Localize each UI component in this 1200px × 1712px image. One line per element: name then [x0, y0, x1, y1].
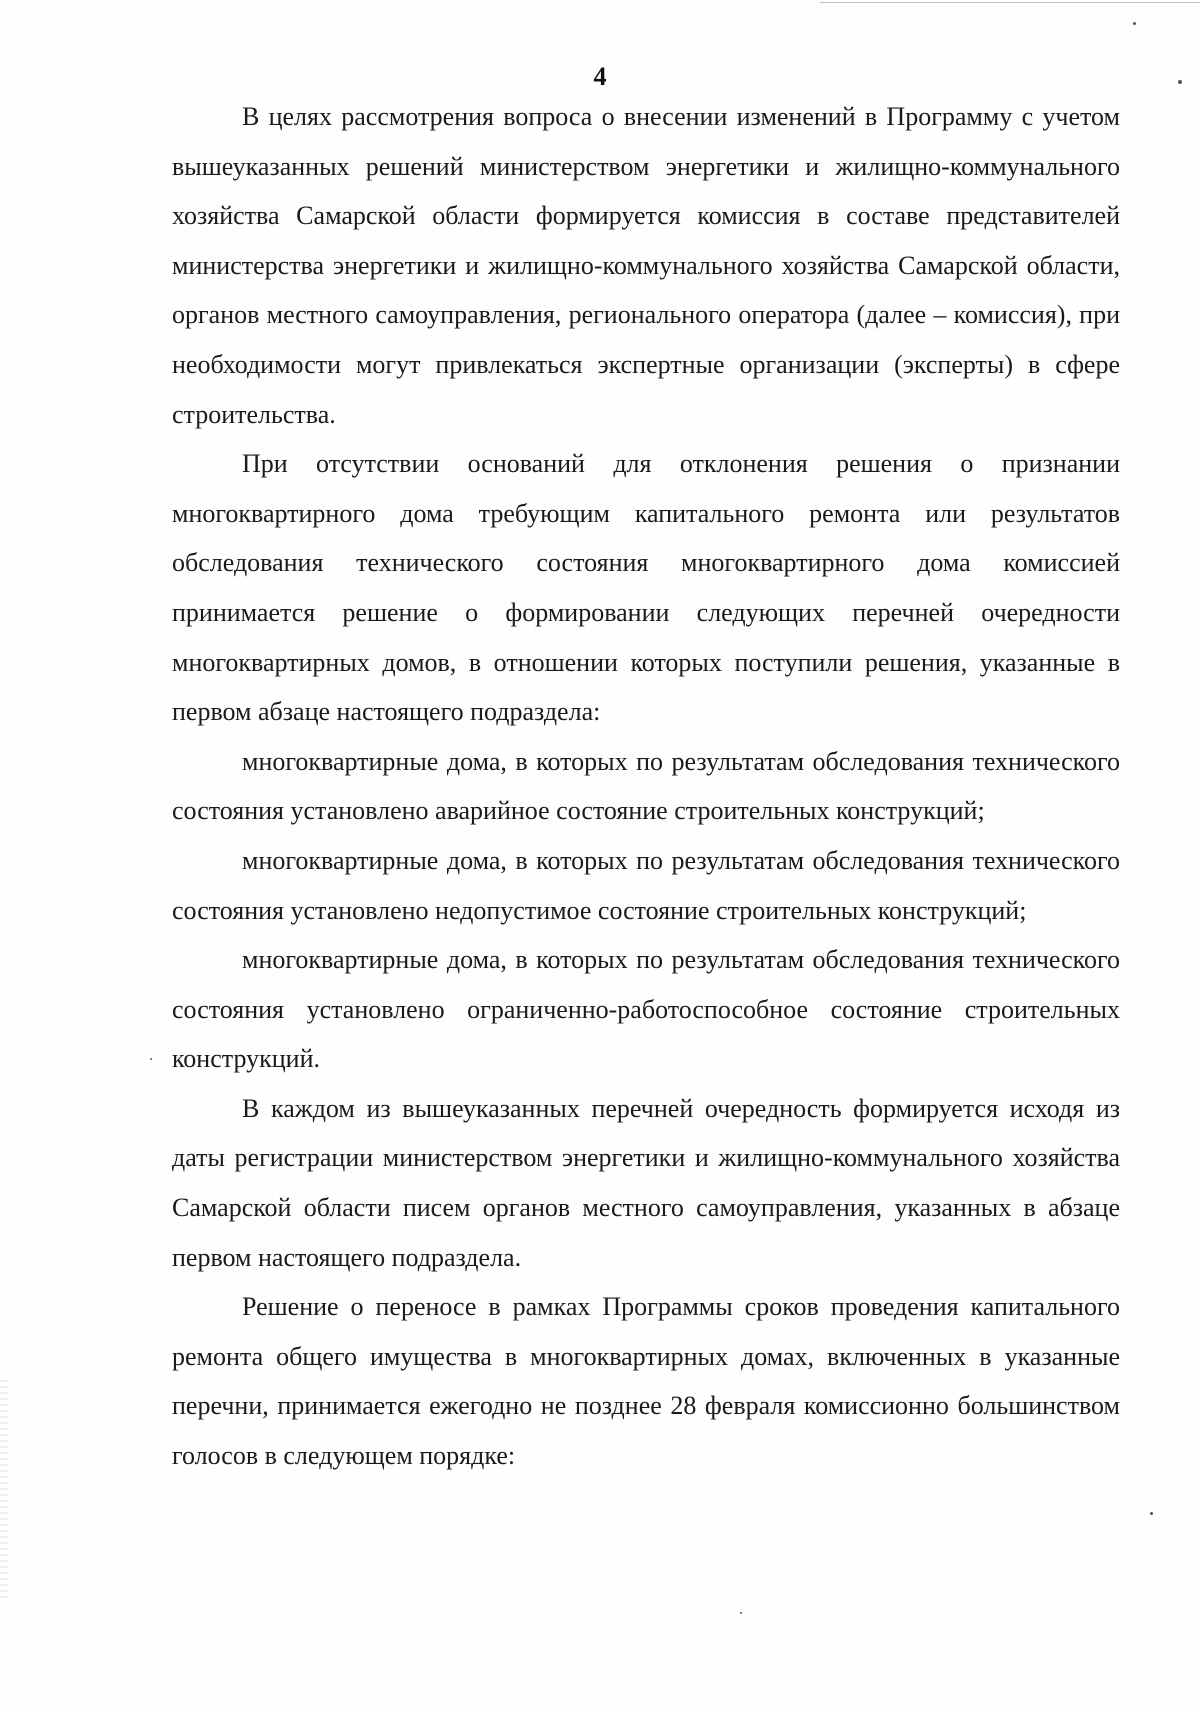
paragraph-decision: При отсутствии оснований для отклонения решения о признании многоквартирного дома требующим капитального ремонта или результатов обследования технического состояния многоквартирного дома комиссией принимается решение о формировании следующих перечней очередности многоквартирных домов, в отношении которых поступили решения, указанные в первом абзаце настоящего подраздела:: [172, 449, 1120, 727]
list-item-emergency: многоквартирные дома, в которых по результатам обследования технического состояния установлено аварийное состояние строительных конструкций;: [172, 746, 1120, 826]
scan-artifact-rule: [820, 2, 1200, 3]
scan-speck: [150, 1058, 152, 1060]
page-number: 4: [593, 62, 607, 91]
paragraph-postponement: Решение о переносе в рамках Программы сроков проведения капитального ремонта общего имущества в многоквартирных домах, включенных в указанные перечни, принимается ежегодно не позднее 28 февраля комиссионно большинством голосов в следующем порядке:: [172, 1292, 1120, 1471]
scan-speck: [1133, 22, 1136, 25]
document-body: [172, 92, 1120, 1481]
paragraph-commission: В целях рассмотрения вопроса о внесении изменений в Программу с учетом вышеуказанных решений министерством энергетики и жилищно-коммунального хозяйства Самарской области формируется комиссия в составе представителей министерства энергетики и жилищно-коммунального хозяйства Самарской области, органов местного самоуправления, регионального оператора (далее – комиссия), при необходимости могут привлекаться экспертные организации (эксперты) в сфере строительства.: [172, 102, 1120, 429]
scan-speck: [740, 1612, 742, 1614]
list-item-unacceptable: многоквартирные дома, в которых по результатам обследования технического состояния установлено недопустимое состояние строительных конструкций;: [172, 845, 1120, 925]
paragraph-priority: В каждом из вышеуказанных перечней очередность формируется исходя из даты регистрации министерством энергетики и жилищно-коммунального хозяйства Самарской области писем органов местного самоуправления, указанных в абзаце первом настоящего подраздела.: [172, 1093, 1120, 1272]
list-item-limited: многоквартирные дома, в которых по результатам обследования технического состояния установлено ограниченно-работоспособное состояние строительных конструкций.: [172, 945, 1120, 1074]
scan-speck: [1150, 1512, 1153, 1515]
scan-artifact-edge: [0, 1380, 8, 1600]
